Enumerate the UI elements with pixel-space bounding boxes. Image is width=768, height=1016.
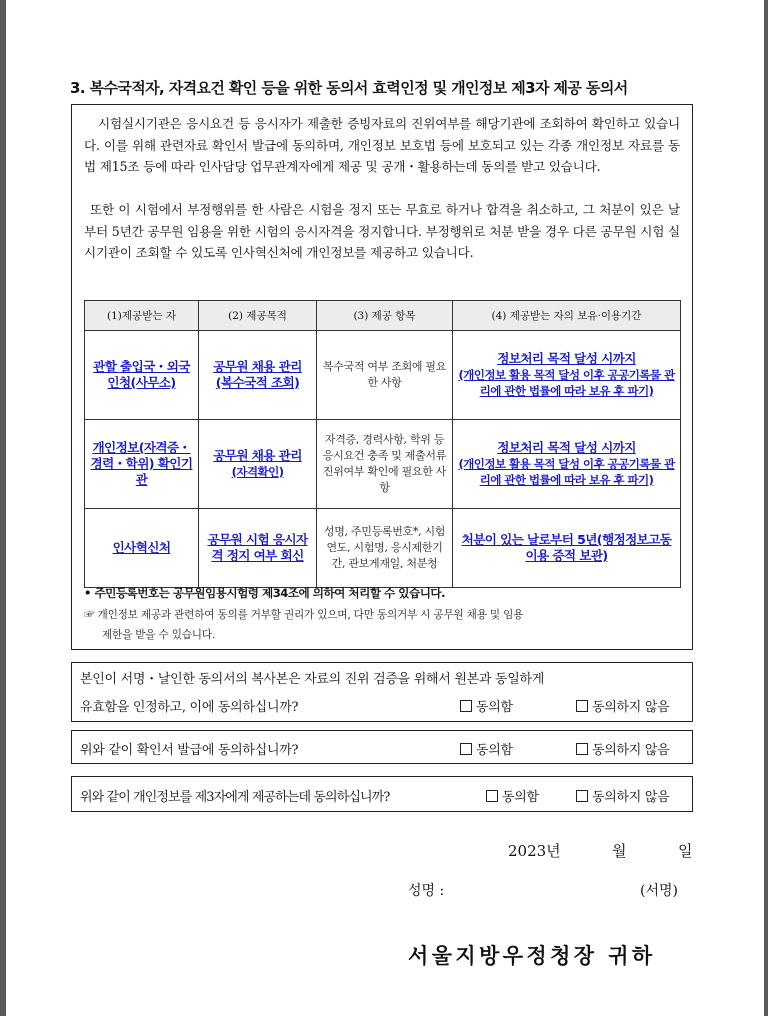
page-edge-right <box>764 0 768 1016</box>
purpose-sub[interactable]: (복수국적 조회) <box>215 375 300 390</box>
agree-label: 동의함 <box>476 743 513 758</box>
header-retention: (4) 제공받는 자의 보유·이용기간 <box>453 301 681 331</box>
retention-main[interactable]: 정보처리 목적 달성 시까지 <box>497 351 636 366</box>
header-purpose: (2) 제공목적 <box>199 301 317 331</box>
agree-checkbox[interactable] <box>460 700 472 712</box>
cell-recipient <box>85 509 199 588</box>
question-text-line-1: 본인이 서명・날인한 동의서의 복사본은 자료의 진위 검증을 위해서 원본과 동일하게 <box>80 672 544 687</box>
disagree-label: 동의하지 않음 <box>592 700 670 715</box>
date-month: 월 <box>612 842 627 860</box>
question-text-line-2: 유효함을 인정하고, 이에 동의하십니까? <box>80 700 299 715</box>
retention-main[interactable]: 정보처리 목적 달성 시까지 <box>497 440 636 455</box>
purpose-main[interactable]: 공무원 시험 응시자격 정지 여부 회신 <box>207 532 308 563</box>
cell-retention <box>453 509 681 588</box>
consent-question-certificate <box>71 730 693 764</box>
agree-checkbox[interactable] <box>486 790 498 802</box>
date-year: 2023년 <box>508 842 561 860</box>
disagree-label: 동의하지 않음 <box>592 790 670 805</box>
signature-label: 성명 : <box>408 883 445 899</box>
cell-purpose <box>199 420 317 509</box>
retention-sub[interactable]: (개인정보 활용 목적 달성 이후 공공기록물 관리에 관한 법률에 따라 보유 후 파기) <box>458 368 675 398</box>
retention-main[interactable]: 처분이 있는 날로부터 5년(행정정보고동이용 증적 보관) <box>461 532 672 563</box>
disagree-option[interactable] <box>576 786 669 805</box>
cell-items <box>317 420 453 509</box>
disagree-option[interactable] <box>576 739 669 758</box>
signature-suffix: (서명) <box>640 883 678 899</box>
intro-paragraph-1: 시험실시기관은 응시요건 등 응시자가 제출한 증빙자료의 진위여부를 해당기관에 조회하여 확인하고 있습니다. 이를 위해 관련자료 확인서 발급에 동의하며, 개인정보 보호법 등에 보호되고 있는 각종 개인정보 자료를 동법 제15조 등에 따라 인사담당 업무관계자에게 제공 및 공개・활용하는데 동의를 받고 있습니다. <box>84 116 680 174</box>
agree-label: 동의함 <box>502 790 539 805</box>
question-text: 위와 같이 확인서 발급에 동의하십니까? <box>80 743 299 758</box>
consent-question-third-party <box>71 776 693 812</box>
cell-retention <box>453 420 681 509</box>
retention-sub[interactable]: (개인정보 활용 목적 달성 이후 공공기록물 관리에 관한 법률에 따라 보유 후 파기) <box>458 457 675 487</box>
recipient-link[interactable]: 인사혁신처 <box>112 540 171 555</box>
table-row <box>85 509 681 588</box>
consent-question-copy-validity <box>71 662 693 722</box>
table-row <box>85 420 681 509</box>
recipient-link[interactable]: 관할 출입국・외국인청(사무소) <box>93 359 190 390</box>
table-row <box>85 331 681 420</box>
resident-number-note: • 주민등록번호는 공무원임용시험령 제34조에 의하여 처리할 수 있습니다. <box>84 586 445 600</box>
cell-items <box>317 331 453 420</box>
refusal-note-line-2: 제한을 받을 수 있습니다. <box>102 629 216 641</box>
cell-purpose <box>199 509 317 588</box>
agree-option[interactable] <box>460 739 513 758</box>
document-recipient: 서울지방우정청장 귀하 <box>408 943 656 968</box>
cell-recipient <box>85 331 199 420</box>
disagree-checkbox[interactable] <box>576 700 588 712</box>
purpose-main[interactable]: 공무원 채용 관리 <box>213 448 302 463</box>
refusal-right-note <box>84 605 680 645</box>
cell-items <box>317 509 453 588</box>
items-text: 성명, 주민등록번호*, 시험연도, 시험명, 응시제한기간, 관보게재일, 처분청 <box>323 525 446 570</box>
purpose-sub[interactable]: (자격확인) <box>231 465 284 479</box>
info-provision-table <box>84 300 681 588</box>
refusal-note-line-1: ☞ 개인정보 제공과 관련하여 동의를 거부할 권리가 있으며, 다만 동의거부 시 공무원 채용 및 임용 <box>84 609 524 621</box>
intro-paragraph-2: 또한 이 시험에서 부정행위를 한 사람은 시험을 정지 또는 무효로 하거나 합격을 취소하고, 그 처분이 있은 날부터 5년간 공무원 임용을 위한 시험의 응시자격을 정지합니다. 부정행위로 처분 받을 경우 다른 공무원 시험 실시기관이 조회할 수 있도록 인사혁신처에 개인정보를 제공하고 있습니다. <box>84 202 680 260</box>
items-text: 복수국적 여부 조회에 필요한 사항 <box>322 360 447 389</box>
agree-option[interactable] <box>460 696 513 715</box>
table-header-row <box>85 301 681 331</box>
disagree-option[interactable] <box>576 696 669 715</box>
disagree-checkbox[interactable] <box>576 743 588 755</box>
agree-label: 동의함 <box>476 700 513 715</box>
section-heading: 3. 복수국적자, 자격요건 확인 등을 위한 동의서 효력인정 및 개인정보 제3자 제공 동의서 <box>70 79 628 97</box>
header-recipient: (1)제공받는 자 <box>85 301 199 331</box>
page-edge-left <box>0 0 6 1016</box>
purpose-main[interactable]: 공무원 채용 관리 <box>213 359 302 374</box>
date-day: 일 <box>678 842 693 860</box>
consent-main-box <box>71 104 693 650</box>
disagree-checkbox[interactable] <box>576 790 588 802</box>
agree-option[interactable] <box>486 786 539 805</box>
cell-recipient <box>85 420 199 509</box>
recipient-link[interactable]: 개인정보(자격증・경력・학위) 확인기관 <box>90 440 193 487</box>
question-text: 위와 같이 개인정보를 제3자에게 제공하는데 동의하십니까? <box>80 790 390 805</box>
items-text: 자격증, 경력사항, 학위 등 응시요건 충족 및 제출서류 진위여부 확인에 필요한 사항 <box>322 433 447 494</box>
agree-checkbox[interactable] <box>460 743 472 755</box>
disagree-label: 동의하지 않음 <box>592 743 670 758</box>
cell-purpose <box>199 331 317 420</box>
header-items: (3) 제공 항목 <box>317 301 453 331</box>
cell-retention <box>453 331 681 420</box>
